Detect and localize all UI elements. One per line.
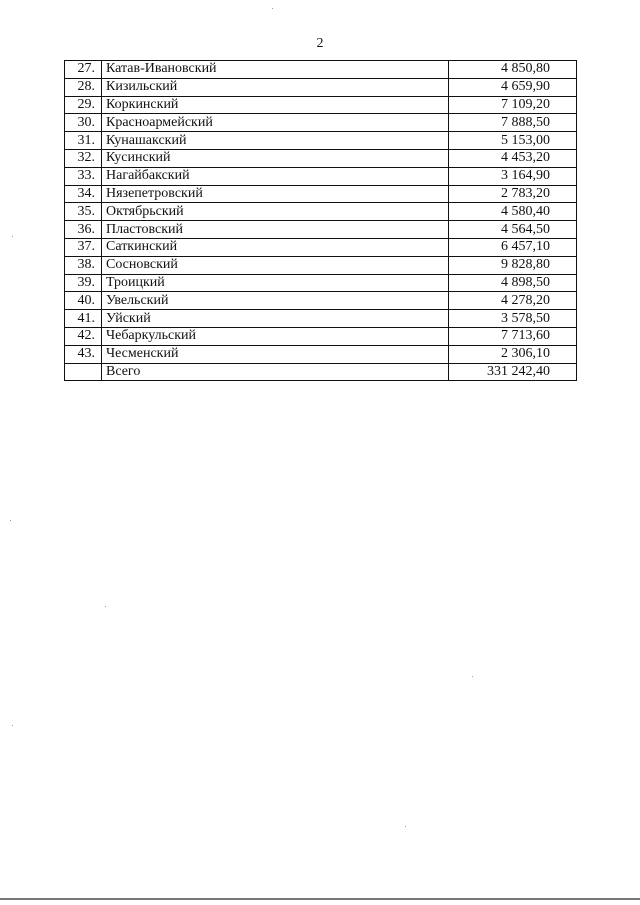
page-bottom-rule	[0, 898, 640, 900]
row-number: 38.	[65, 256, 102, 274]
row-number: 40.	[65, 292, 102, 310]
row-number: 39.	[65, 274, 102, 292]
table-row	[65, 345, 577, 363]
table-row	[65, 203, 577, 221]
district-name: Кизильский	[102, 78, 449, 96]
table-body	[65, 61, 577, 381]
row-number: 43.	[65, 345, 102, 363]
amount-value: 4 898,50	[449, 274, 577, 292]
table-row	[65, 185, 577, 203]
row-number: 29.	[65, 96, 102, 114]
district-name: Коркинский	[102, 96, 449, 114]
table-row	[65, 149, 577, 167]
row-number: 28.	[65, 78, 102, 96]
amount-value: 4 453,20	[449, 149, 577, 167]
amount-value: 4 850,80	[449, 61, 577, 79]
row-number: 41.	[65, 310, 102, 328]
row-number: 42.	[65, 327, 102, 345]
row-number: 36.	[65, 221, 102, 239]
amount-value: 4 278,20	[449, 292, 577, 310]
scan-speck	[405, 826, 406, 827]
scan-speck	[10, 520, 11, 521]
table-row	[65, 132, 577, 150]
table-row	[65, 327, 577, 345]
amount-value: 4 564,50	[449, 221, 577, 239]
district-name: Нязепетровский	[102, 185, 449, 203]
scan-speck	[12, 236, 13, 237]
district-name: Кунашакский	[102, 132, 449, 150]
scan-speck	[12, 725, 13, 726]
amount-value: 7 713,60	[449, 327, 577, 345]
amount-value: 2 783,20	[449, 185, 577, 203]
row-number: 37.	[65, 238, 102, 256]
table-row	[65, 292, 577, 310]
table-row	[65, 167, 577, 185]
row-number: 35.	[65, 203, 102, 221]
table-row	[65, 238, 577, 256]
amount-value: 7 109,20	[449, 96, 577, 114]
table-row	[65, 274, 577, 292]
table-row	[65, 61, 577, 79]
table-row	[65, 221, 577, 239]
district-name: Пластовский	[102, 221, 449, 239]
scan-speck	[105, 606, 106, 607]
district-name: Сосновский	[102, 256, 449, 274]
scan-speck	[272, 8, 273, 9]
amount-value: 3 164,90	[449, 167, 577, 185]
amount-value: 9 828,80	[449, 256, 577, 274]
total-row	[65, 363, 577, 381]
row-number: 34.	[65, 185, 102, 203]
amount-value: 5 153,00	[449, 132, 577, 150]
table-row	[65, 78, 577, 96]
row-number: 31.	[65, 132, 102, 150]
table-row	[65, 114, 577, 132]
total-value: 331 242,40	[449, 363, 577, 381]
district-name: Чесменский	[102, 345, 449, 363]
district-name: Увельский	[102, 292, 449, 310]
district-name: Уйский	[102, 310, 449, 328]
table-row	[65, 310, 577, 328]
district-name: Красноармейский	[102, 114, 449, 132]
total-number-cell	[65, 363, 102, 381]
district-name: Октябрьский	[102, 203, 449, 221]
allocation-table	[64, 60, 577, 381]
amount-value: 7 888,50	[449, 114, 577, 132]
amount-value: 3 578,50	[449, 310, 577, 328]
amount-value: 4 659,90	[449, 78, 577, 96]
amount-value: 4 580,40	[449, 203, 577, 221]
amount-value: 2 306,10	[449, 345, 577, 363]
district-name: Саткинский	[102, 238, 449, 256]
table-row	[65, 256, 577, 274]
table-row	[65, 96, 577, 114]
district-name: Чебаркульский	[102, 327, 449, 345]
total-label: Всего	[102, 363, 449, 381]
row-number: 27.	[65, 61, 102, 79]
page-number: 2	[316, 36, 324, 51]
district-name: Кусинский	[102, 149, 449, 167]
row-number: 30.	[65, 114, 102, 132]
amount-value: 6 457,10	[449, 238, 577, 256]
district-name: Троицкий	[102, 274, 449, 292]
row-number: 32.	[65, 149, 102, 167]
district-name: Нагайбакский	[102, 167, 449, 185]
row-number: 33.	[65, 167, 102, 185]
scan-speck	[472, 676, 473, 677]
district-name: Катав-Ивановский	[102, 61, 449, 79]
